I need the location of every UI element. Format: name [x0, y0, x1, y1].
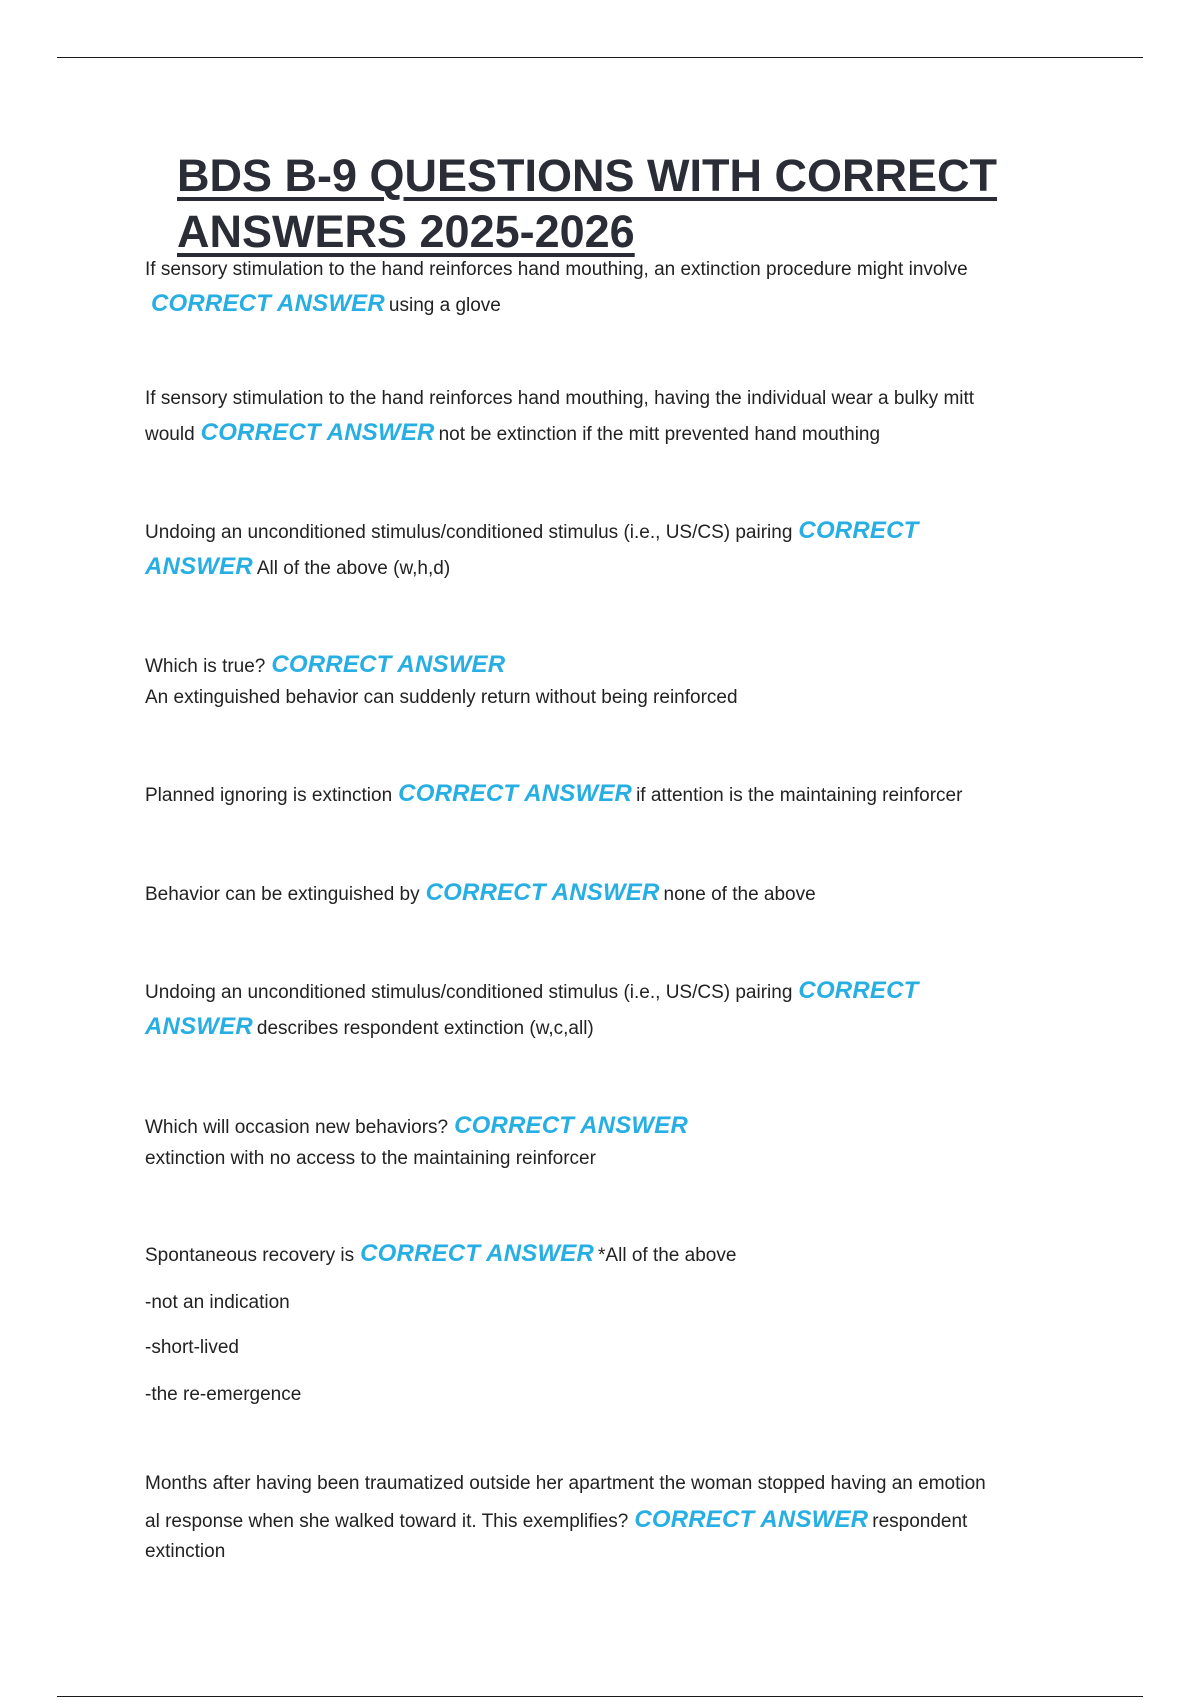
correct-answer-label: CORRECT: [798, 517, 919, 544]
answer-text: An extinguished behavior can suddenly return without being reinforced: [145, 687, 738, 708]
correct-answer-label-cont: ANSWER: [145, 553, 253, 580]
correct-answer-label: CORRECT ANSWER: [271, 651, 506, 678]
correct-answer-label: CORRECT ANSWER: [454, 1112, 688, 1139]
answer-option: -short-lived: [145, 1337, 239, 1358]
question-text: Which will occasion new behaviors?: [145, 1117, 449, 1138]
answer-option: -not an indication: [145, 1292, 290, 1313]
qa-item-4: [145, 649, 1075, 713]
qa-item-9: [145, 1237, 1075, 1273]
answer-text: describes respondent extinction (w,c,all): [256, 1018, 594, 1039]
correct-answer-label: CORRECT ANSWER: [634, 1506, 869, 1533]
qa-item-2: [145, 382, 1075, 452]
qa-item-1: [145, 253, 1075, 323]
answer-text: not be extinction if the mitt prevented hand mouthing: [438, 424, 881, 445]
document-title: [177, 148, 997, 260]
answer-text: All of the above (w,h,d): [256, 558, 451, 579]
answer-option: -the re-emergence: [145, 1384, 302, 1405]
qa-item-10: [145, 1466, 1075, 1576]
qa-item-7: [145, 974, 1075, 1046]
bottom-rule: [57, 1696, 1143, 1697]
question-text: Behavior can be extinguished by: [145, 884, 420, 905]
correct-answer-label: CORRECT ANSWER: [360, 1240, 595, 1267]
correct-answer-label: CORRECT ANSWER: [398, 780, 633, 807]
question-text: If sensory stimulation to the hand reinforces hand mouthing, an extinction procedure might involve: [145, 259, 968, 280]
question-text: Undoing an unconditioned stimulus/conditioned stimulus (i.e., US/CS) pairing: [145, 982, 793, 1003]
question-text: If sensory stimulation to the hand reinforces hand mouthing, having the individual wear a bulky mitt would: [145, 388, 975, 445]
answer-text: none of the above: [663, 884, 816, 905]
question-text-line-2: al response when she walked toward it. This exemplifies?: [145, 1511, 629, 1532]
question-text: Spontaneous recovery is: [145, 1245, 355, 1266]
question-text: Which is true?: [145, 656, 266, 677]
answer-text: extinction with no access to the maintaining reinforcer: [145, 1148, 596, 1169]
qa-item-6: [145, 876, 1075, 912]
correct-answer-label: CORRECT ANSWER: [200, 419, 435, 446]
correct-answer-label: CORRECT: [798, 977, 919, 1004]
answer-text: respondent: [872, 1511, 968, 1532]
answer-text: using a glove: [388, 295, 501, 316]
correct-answer-label-cont: ANSWER: [145, 1013, 253, 1040]
title-line-1: BDS B-9 QUESTIONS WITH CORRECT: [177, 150, 998, 201]
question-text-line-1: Months after having been traumatized outside her apartment the woman stopped having an emotion: [145, 1473, 986, 1494]
qa-item-3: [145, 514, 1075, 586]
qa-item-5: [145, 777, 1075, 813]
correct-answer-label: CORRECT ANSWER: [151, 290, 385, 317]
top-rule: [57, 57, 1143, 58]
qa-item-8: [145, 1110, 1075, 1174]
answer-text-cont: extinction: [145, 1541, 226, 1562]
question-text: Planned ignoring is extinction: [145, 785, 393, 806]
answer-text: if attention is the maintaining reinforcer: [636, 785, 963, 806]
correct-answer-label: CORRECT ANSWER: [425, 879, 660, 906]
answer-text: *All of the above: [598, 1245, 737, 1266]
question-text: Undoing an unconditioned stimulus/conditioned stimulus (i.e., US/CS) pairing: [145, 522, 793, 543]
title-line-2: ANSWERS 2025-2026: [177, 206, 635, 257]
